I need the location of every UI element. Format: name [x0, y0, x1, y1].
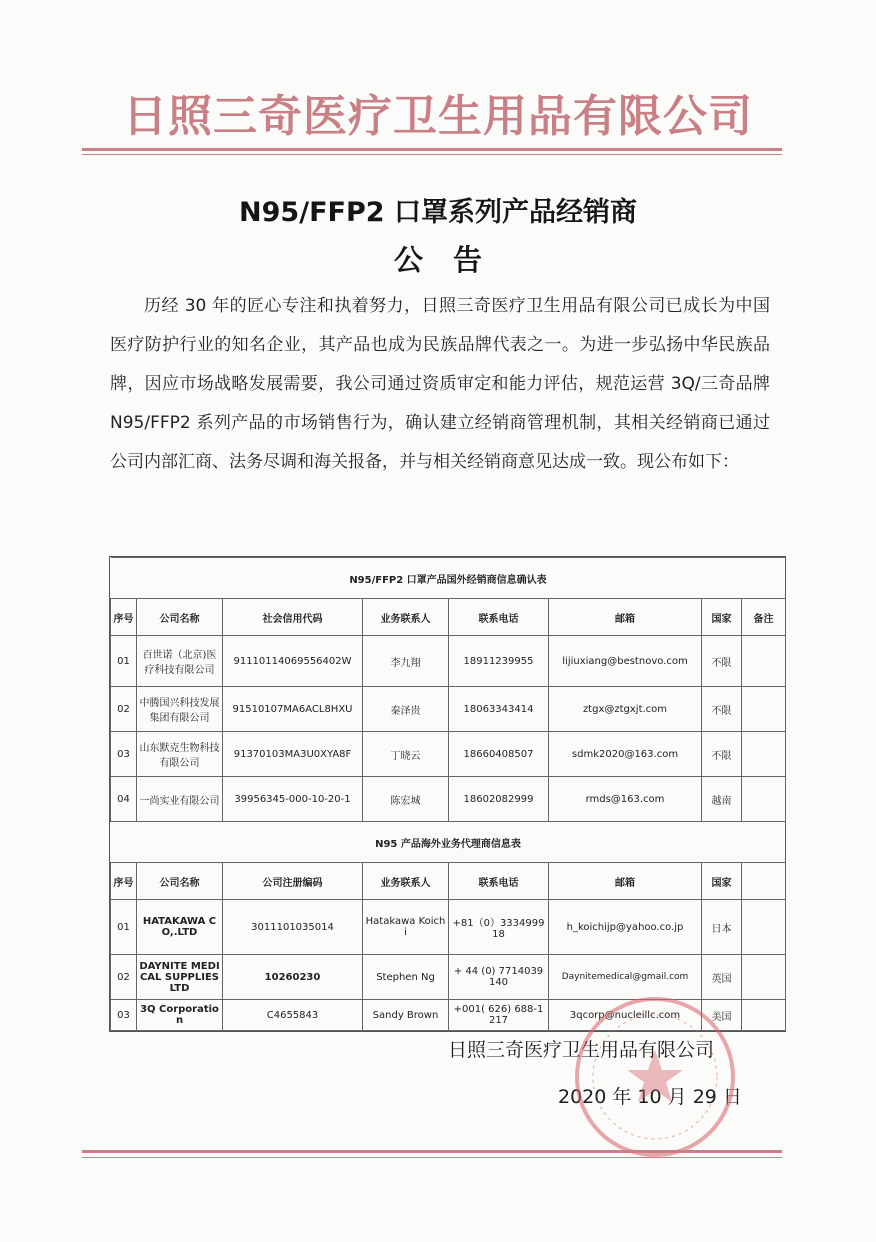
cell-country: 美国	[702, 1000, 742, 1031]
table2-header-empty	[742, 863, 786, 900]
cell-contact: Sandy Brown	[363, 1000, 449, 1031]
cell-no: 01	[111, 636, 137, 687]
cell-contact: 陈宏城	[363, 777, 449, 822]
cell-phone: 18660408507	[449, 732, 549, 777]
cell-note	[742, 777, 786, 822]
header-rule-thin	[82, 154, 782, 155]
table2-header-row	[111, 863, 786, 900]
table2-header: 业务联系人	[363, 863, 449, 900]
cell-note	[742, 687, 786, 732]
cell-country: 日本	[702, 900, 742, 955]
cell-company: HATAKAWA CO,.LTD	[137, 900, 223, 955]
cell-company: 山东默克生物科技有限公司	[137, 732, 223, 777]
cell-phone: + 44 (0) 7714039140	[449, 955, 549, 1000]
cell-contact: Hatakawa Koichi	[363, 900, 449, 955]
cell-code: 91510107MA6ACL8HXU	[223, 687, 363, 732]
table2-header: 序号	[111, 863, 137, 900]
table1-header: 邮箱	[549, 599, 702, 636]
cell-phone: 18063343414	[449, 687, 549, 732]
table-row	[111, 900, 786, 955]
table2-header: 联系电话	[449, 863, 549, 900]
cell-empty	[742, 900, 786, 955]
cell-company: 百世诺（北京)医疗科技有限公司	[137, 636, 223, 687]
table2-title: N95 产品海外业务代理商信息表	[111, 822, 786, 863]
cell-code: 3011101035014	[223, 900, 363, 955]
cell-no: 02	[111, 687, 137, 732]
cell-note	[742, 636, 786, 687]
cell-country: 英国	[702, 955, 742, 1000]
seal-inner-ring	[593, 1015, 717, 1139]
cell-note	[742, 732, 786, 777]
table1-header: 序号	[111, 599, 137, 636]
table1-title-row	[111, 558, 786, 599]
cell-no: 04	[111, 777, 137, 822]
distributor-tables	[109, 556, 786, 1032]
table2-header: 邮箱	[549, 863, 702, 900]
cell-country: 越南	[702, 777, 742, 822]
table-row	[111, 777, 786, 822]
signature-company: 日照三奇医疗卫生用品有限公司	[448, 1039, 715, 1061]
cell-country: 不限	[702, 636, 742, 687]
cell-phone: +81（0）333499918	[449, 900, 549, 955]
cell-contact: Stephen Ng	[363, 955, 449, 1000]
cell-email: sdmk2020@163.com	[549, 732, 702, 777]
document-subtitle: 公告	[393, 243, 512, 277]
cell-email: rmds@163.com	[549, 777, 702, 822]
table2-title-row	[111, 822, 786, 863]
table1-header: 备注	[742, 599, 786, 636]
cell-code: 10260230	[223, 955, 363, 1000]
header-rule	[82, 148, 782, 151]
cell-code: 91370103MA3U0XYA8F	[223, 732, 363, 777]
cell-company: 中腾国兴科技发展集团有限公司	[137, 687, 223, 732]
cell-code: C4655843	[223, 1000, 363, 1031]
distributor-table	[110, 557, 786, 1031]
company-letterhead: 日照三奇医疗卫生用品有限公司	[123, 91, 753, 142]
table1-header: 业务联系人	[363, 599, 449, 636]
cell-no: 01	[111, 900, 137, 955]
table-row	[111, 1000, 786, 1031]
footer-rule-thin	[82, 1157, 782, 1158]
table1-title: N95/FFP2 口罩产品国外经销商信息确认表	[111, 558, 786, 599]
cell-empty	[742, 1000, 786, 1031]
table1-header: 公司名称	[137, 599, 223, 636]
cell-email: 3qcorp@nucleillc.com	[549, 1000, 702, 1031]
cell-empty	[742, 955, 786, 1000]
cell-code: 91110114069556402W	[223, 636, 363, 687]
table2-header: 公司名称	[137, 863, 223, 900]
table-row	[111, 732, 786, 777]
cell-no: 03	[111, 732, 137, 777]
cell-code: 39956345-000-10-20-1	[223, 777, 363, 822]
table1-header: 国家	[702, 599, 742, 636]
document-title: N95/FFP2 口罩系列产品经销商	[239, 197, 637, 228]
table1-header-row	[111, 599, 786, 636]
cell-email: h_koichijp@yahoo.co.jp	[549, 900, 702, 955]
cell-company: DAYNITE MEDICAL SUPPLIES LTD	[137, 955, 223, 1000]
cell-phone: 18602082999	[449, 777, 549, 822]
cell-no: 03	[111, 1000, 137, 1031]
cell-phone: +001( 626) 688-1217	[449, 1000, 549, 1031]
cell-contact: 丁晓云	[363, 732, 449, 777]
cell-country: 不限	[702, 687, 742, 732]
cell-company: 3Q Corporation	[137, 1000, 223, 1031]
table1-header: 联系电话	[449, 599, 549, 636]
cell-contact: 李九翔	[363, 636, 449, 687]
table-row	[111, 636, 786, 687]
table2-header: 公司注册编码	[223, 863, 363, 900]
table-row	[111, 955, 786, 1000]
cell-company: 一尚实业有限公司	[137, 777, 223, 822]
cell-email: Daynitemedical@gmail.com	[549, 955, 702, 1000]
table2-header: 国家	[702, 863, 742, 900]
table-row	[111, 687, 786, 732]
signature-date: 2020 年 10 月 29 日	[558, 1086, 742, 1108]
cell-email: ztgx@ztgxjt.com	[549, 687, 702, 732]
cell-contact: 秦泽贵	[363, 687, 449, 732]
footer-rule	[82, 1150, 782, 1153]
intro-paragraph: 历经 30 年的匠心专注和执着努力，日照三奇医疗卫生用品有限公司已成长为中国医疗防护行业的知名企业，其产品也成为民族品牌代表之一。为进一步弘扬中华民族品牌，因应市场战略发展需要，我公司通过资质审定和能力评估，规范运营 3Q/三奇品牌 N95/FFP2 系列产品的市场销售行为，确认建立经销商管理机制，其相关经销商已通过公司内部汇商、法务尽调和海关报备，并与相关经销商意见达成一致。现公布如下：	[110, 296, 770, 472]
cell-no: 02	[111, 955, 137, 1000]
table1-header: 社会信用代码	[223, 599, 363, 636]
cell-phone: 18911239955	[449, 636, 549, 687]
cell-email: lijiuxiang@bestnovo.com	[549, 636, 702, 687]
cell-country: 不限	[702, 732, 742, 777]
